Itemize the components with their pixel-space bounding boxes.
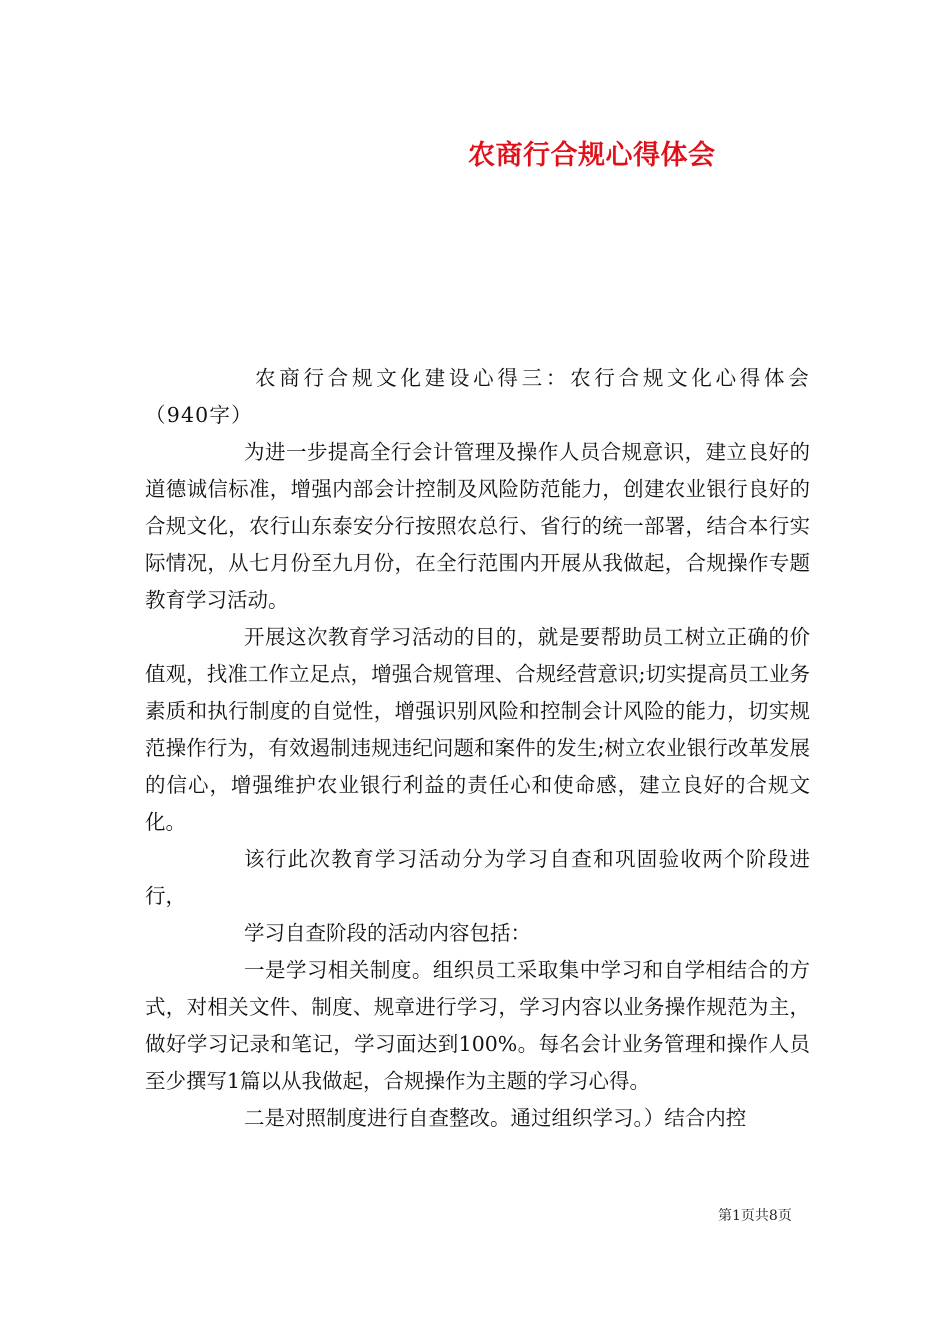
page-number: 第1页共8页: [718, 1208, 792, 1224]
document-subtitle: 农商行合规文化建设心得三：农行合规文化心得体会（940字）: [145, 366, 810, 427]
document-title: 农商行合规心得体会: [468, 140, 716, 171]
paragraph: 为进一步提高全行会计管理及操作人员合规意识，建立良好的道德诚信标准，增强内部会计控制及风险防范能力，创建农业银行良好的合规文化，农行山东泰安分行按照农总行、省行的统一部署，结合本行实际情况，从七月份至九月份，在全行范围内开展从我做起，合规操作专题教育学习活动。: [145, 440, 810, 612]
paragraph: 一是学习相关制度。组织员工采取集中学习和自学相结合的方式，对相关文件、制度、规章进行学习，学习内容以业务操作规范为主，做好学习记录和笔记，学习面达到100%。每名会计业务管理和操作人员至少撰写1篇以从我做起，合规操作为主题的学习心得。: [145, 958, 810, 1093]
paragraph: 开展这次教育学习活动的目的，就是要帮助员工树立正确的价值观，找准工作立足点，增强合规管理、合规经营意识;切实提高员工业务素质和执行制度的自觉性，增强识别风险和控制会计风险的能力，切实规范操作行为，有效遏制违规违纪问题和案件的发生;树立农业银行改革发展的信心，增强维护农业银行利益的责任心和使命感，建立良好的合规文化。: [145, 625, 810, 834]
paragraph: 二是对照制度进行自查整改。通过组织学习。）结合内控: [244, 1106, 747, 1130]
document-body: [145, 360, 810, 1137]
paragraph: 学习自查阶段的活动内容包括：: [244, 921, 531, 945]
paragraph: 该行此次教育学习活动分为学习自查和巩固验收两个阶段进行，: [145, 847, 810, 908]
